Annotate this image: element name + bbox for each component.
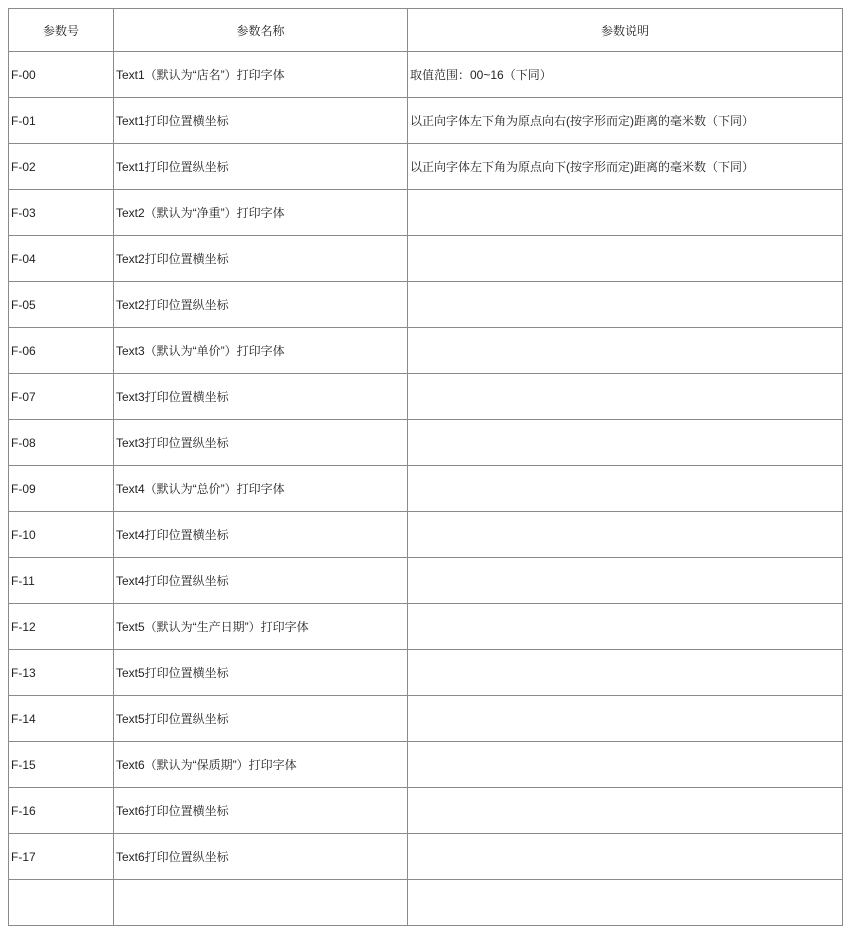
param-desc-cell: 以正向字体左下角为原点向右(按字形而定)距离的毫米数（下同） (408, 98, 843, 144)
param-id-cell (9, 880, 114, 926)
param-id-cell: F-00 (9, 52, 114, 98)
table-row (9, 742, 843, 788)
param-desc-cell (408, 788, 843, 834)
param-id-cell: F-11 (9, 558, 114, 604)
param-name-cell: Text3打印位置纵坐标 (114, 420, 408, 466)
param-name-cell (114, 880, 408, 926)
param-desc-cell (408, 742, 843, 788)
param-desc-cell (408, 880, 843, 926)
table-row (9, 558, 843, 604)
param-id-cell: F-09 (9, 466, 114, 512)
header-row (9, 9, 843, 52)
param-id-cell: F-12 (9, 604, 114, 650)
table-row (9, 512, 843, 558)
table-row (9, 236, 843, 282)
table-row (9, 604, 843, 650)
param-id-cell: F-06 (9, 328, 114, 374)
param-desc-cell (408, 650, 843, 696)
parameter-table (8, 8, 843, 926)
param-name-cell: Text2打印位置横坐标 (114, 236, 408, 282)
param-desc-cell (408, 282, 843, 328)
column-header-param-desc: 参数说明 (408, 9, 843, 52)
param-id-cell: F-10 (9, 512, 114, 558)
param-desc-cell (408, 190, 843, 236)
table-row (9, 420, 843, 466)
param-id-cell: F-16 (9, 788, 114, 834)
param-desc-cell (408, 604, 843, 650)
table-row (9, 98, 843, 144)
param-id-cell: F-01 (9, 98, 114, 144)
param-name-cell: Text6打印位置纵坐标 (114, 834, 408, 880)
param-desc-cell: 以正向字体左下角为原点向下(按字形而定)距离的毫米数（下同） (408, 144, 843, 190)
table-row (9, 190, 843, 236)
param-name-cell: Text4打印位置纵坐标 (114, 558, 408, 604)
param-id-cell: F-05 (9, 282, 114, 328)
table-header (9, 9, 843, 52)
column-header-param-id: 参数号 (9, 9, 114, 52)
table-row (9, 788, 843, 834)
param-name-cell: Text4打印位置横坐标 (114, 512, 408, 558)
param-desc-cell (408, 374, 843, 420)
param-name-cell: Text1打印位置横坐标 (114, 98, 408, 144)
param-name-cell: Text3（默认为“单价”）打印字体 (114, 328, 408, 374)
table-body (9, 52, 843, 926)
param-name-cell: Text2打印位置纵坐标 (114, 282, 408, 328)
table-row (9, 696, 843, 742)
param-name-cell: Text5（默认为“生产日期”）打印字体 (114, 604, 408, 650)
param-name-cell: Text6（默认为“保质期”）打印字体 (114, 742, 408, 788)
table-row (9, 880, 843, 926)
param-id-cell: F-07 (9, 374, 114, 420)
param-name-cell: Text5打印位置横坐标 (114, 650, 408, 696)
param-id-cell: F-03 (9, 190, 114, 236)
param-desc-cell (408, 696, 843, 742)
page (0, 8, 849, 895)
table-row (9, 466, 843, 512)
param-id-cell: F-14 (9, 696, 114, 742)
param-name-cell: Text6打印位置横坐标 (114, 788, 408, 834)
param-desc-cell (408, 328, 843, 374)
param-id-cell: F-13 (9, 650, 114, 696)
param-name-cell: Text1打印位置纵坐标 (114, 144, 408, 190)
param-desc-cell (408, 834, 843, 880)
param-id-cell: F-17 (9, 834, 114, 880)
param-name-cell: Text1（默认为“店名”）打印字体 (114, 52, 408, 98)
param-name-cell: Text4（默认为“总价”）打印字体 (114, 466, 408, 512)
table-row (9, 144, 843, 190)
param-desc-cell (408, 558, 843, 604)
param-desc-cell (408, 420, 843, 466)
table-row (9, 282, 843, 328)
param-desc-cell: 取值范围：00~16（下同） (408, 52, 843, 98)
param-name-cell: Text2（默认为“净重”）打印字体 (114, 190, 408, 236)
param-id-cell: F-15 (9, 742, 114, 788)
column-header-param-name: 参数名称 (114, 9, 408, 52)
table-row (9, 650, 843, 696)
param-name-cell: Text3打印位置横坐标 (114, 374, 408, 420)
table-row (9, 52, 843, 98)
table-row (9, 328, 843, 374)
param-id-cell: F-04 (9, 236, 114, 282)
param-desc-cell (408, 512, 843, 558)
param-id-cell: F-02 (9, 144, 114, 190)
param-name-cell: Text5打印位置纵坐标 (114, 696, 408, 742)
param-desc-cell (408, 236, 843, 282)
table-row (9, 834, 843, 880)
param-desc-cell (408, 466, 843, 512)
param-id-cell: F-08 (9, 420, 114, 466)
table-row (9, 374, 843, 420)
